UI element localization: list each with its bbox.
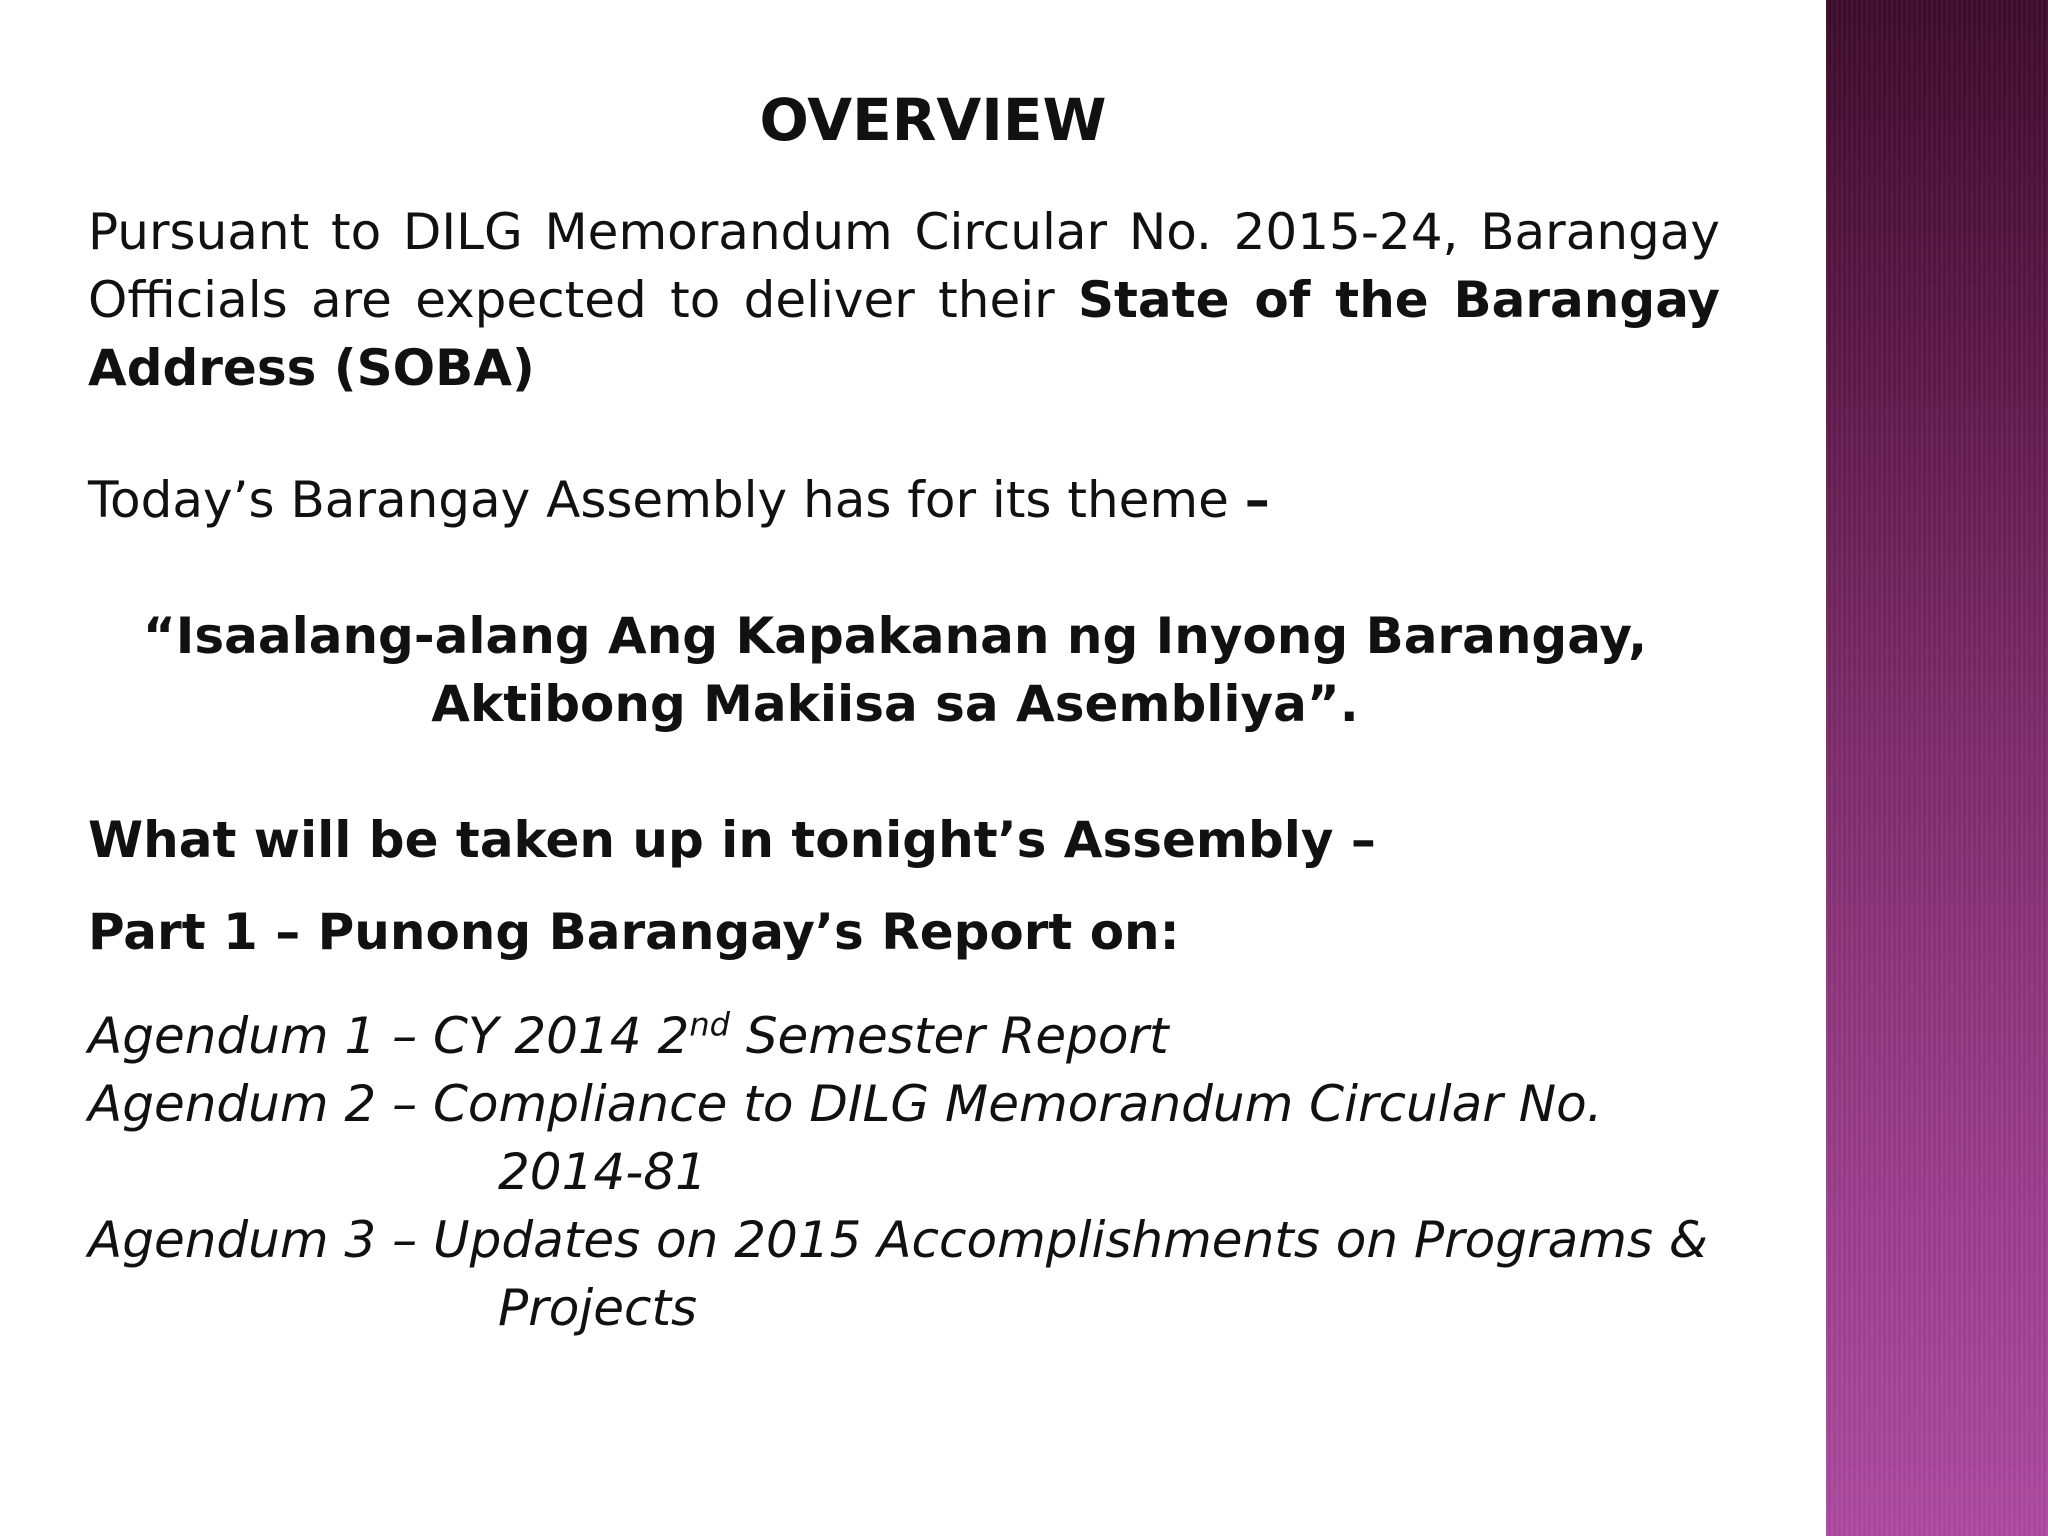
part-1-heading: Part 1 – Punong Barangay’s Report on: [88,903,1180,961]
agendum-1 [88,1002,1788,1070]
assembly-theme [0,602,1790,738]
agendum-1-superscript: nd [689,1005,730,1044]
theme-intro-dash: – [1244,471,1270,529]
agendum-2: Agendum 2 – Compliance to DILG Memorandum Circular No. [88,1075,1603,1133]
intro-bold-text: State of the Barangay Address (SOBA) [88,271,1720,397]
intro-text: Pursuant to DILG Memorandum Circular No. 2015-24, Barangay Officials are expected to deliver their [88,203,1720,329]
decorative-side-bar [1826,0,2048,1536]
theme-line-1: “Isaalang-alang Ang Kapakanan ng Inyong Barangay, [142,607,1648,665]
agendum-1-label: Agendum 1 – CY 2014 2 [88,1007,690,1065]
agendum-3-continuation: Projects [498,1279,698,1337]
theme-intro [88,466,1720,534]
taken-up-heading: What will be taken up in tonight’s Assembly – [88,811,1376,869]
theme-intro-text: Today’s Barangay Assembly has for its theme [88,471,1245,529]
slide-title: OVERVIEW [759,86,1107,154]
theme-line-2: Aktibong Makiisa sa Asembliya”. [431,675,1359,733]
intro-paragraph [88,198,1720,402]
agendum-2-continuation: 2014-81 [498,1143,707,1201]
agendum-1-label-tail: Semester Report [729,1007,1169,1065]
agenda-list [88,1002,1788,1342]
agendum-3: Agendum 3 – Updates on 2015 Accomplishments on Programs & [88,1211,1708,1269]
